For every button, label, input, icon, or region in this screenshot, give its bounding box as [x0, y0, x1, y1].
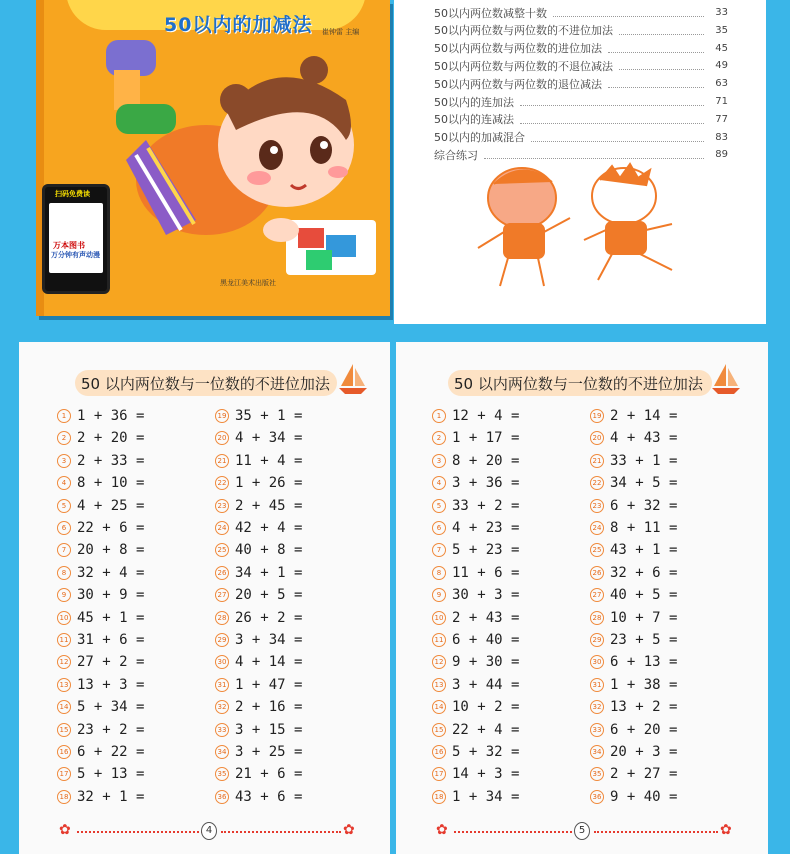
problem-item — [432, 630, 519, 650]
problem-number: 10 — [432, 611, 446, 625]
problem-item — [215, 697, 302, 717]
problem-item — [432, 697, 519, 717]
problem-item — [432, 473, 519, 493]
problem-equation: 3 + 34 = — [235, 632, 303, 648]
problem-item — [215, 630, 302, 650]
problem-item — [432, 764, 519, 784]
problem-item — [57, 675, 144, 695]
problem-item — [215, 675, 302, 695]
toc-item-title: 50以内的连减法 — [434, 113, 514, 127]
problem-equation: 3 + 44 = — [452, 676, 520, 693]
problem-number: 21 — [590, 454, 604, 468]
problem-number: 2 — [432, 431, 446, 445]
problem-number: 34 — [590, 745, 604, 759]
problem-equation: 9 + 30 = — [452, 654, 520, 671]
problem-number: 12 — [432, 655, 446, 669]
problem-equation: 1 + 17 = — [452, 430, 520, 447]
page-footer — [436, 822, 736, 842]
problem-equation: 8 + 20 = — [452, 452, 520, 469]
problem-equation: 32 + 4 = — [77, 564, 145, 581]
problem-number: 31 — [590, 678, 604, 692]
contents-page — [394, 0, 766, 324]
problem-equation: 8 + 10 = — [77, 475, 145, 492]
qr-line1: 万本图书 — [53, 241, 85, 250]
problem-item — [57, 518, 144, 538]
problem-number: 13 — [57, 678, 71, 692]
problem-equation: 33 + 2 = — [452, 497, 520, 514]
problem-item — [432, 742, 519, 762]
sailboat-icon — [337, 362, 369, 396]
toc-leader — [531, 133, 704, 142]
problem-equation: 21 + 6 = — [235, 766, 303, 783]
problem-number: 29 — [215, 633, 229, 647]
problem-number: 4 — [432, 476, 446, 490]
problem-number: 16 — [432, 745, 446, 759]
problem-item — [432, 496, 519, 516]
problem-item — [57, 720, 144, 740]
toc-item — [434, 111, 728, 128]
toc-leader — [520, 115, 704, 124]
girl-illustration — [76, 30, 376, 280]
problem-item — [215, 563, 302, 583]
problem-number: 33 — [590, 723, 604, 737]
problem-item — [590, 720, 677, 740]
problem-item — [215, 652, 302, 672]
problem-number: 31 — [215, 678, 229, 692]
problem-number: 6 — [57, 521, 71, 535]
toc-item-page: 77 — [715, 113, 728, 125]
problem-item — [215, 742, 302, 762]
problem-item — [57, 428, 144, 448]
problem-item — [57, 742, 144, 762]
problem-number: 32 — [215, 700, 229, 714]
problem-number: 1 — [57, 409, 71, 423]
problem-item — [432, 720, 519, 740]
problem-item — [215, 428, 302, 448]
toc-item-title: 综合练习 — [434, 148, 478, 162]
problem-item — [57, 540, 144, 560]
problem-item — [57, 630, 144, 650]
problem-item — [590, 652, 677, 672]
problem-number: 9 — [432, 588, 446, 602]
problem-number: 4 — [57, 476, 71, 490]
problem-item — [590, 518, 677, 538]
toc-item-page: 89 — [715, 149, 728, 161]
toc-item — [434, 129, 728, 146]
problem-equation: 33 + 1 = — [610, 452, 678, 469]
problem-equation: 40 + 8 = — [235, 542, 303, 559]
problem-equation: 22 + 6 = — [77, 520, 145, 536]
problem-equation: 34 + 1 = — [235, 564, 303, 581]
problem-number: 21 — [215, 454, 229, 468]
crab-icon: ✿ — [59, 822, 71, 838]
problem-equation: 22 + 4 = — [452, 721, 520, 738]
problem-item — [215, 787, 302, 807]
problem-number: 26 — [215, 566, 229, 580]
problem-number: 19 — [590, 409, 604, 423]
problem-equation: 4 + 43 = — [610, 430, 678, 447]
problem-equation: 35 + 1 = — [235, 408, 303, 424]
problem-equation: 13 + 2 = — [610, 699, 678, 716]
footer-dots-left — [454, 831, 572, 833]
problem-item — [215, 518, 302, 538]
problem-item — [57, 496, 144, 516]
problem-equation: 34 + 5 = — [610, 475, 678, 492]
problem-equation: 6 + 32 = — [610, 497, 678, 514]
problem-number: 35 — [590, 767, 604, 781]
problem-equation: 31 + 6 = — [77, 632, 145, 648]
toc-item-title: 50以内两位数与两位数的退位减法 — [434, 77, 602, 91]
problem-item — [590, 428, 677, 448]
problem-number: 17 — [432, 767, 446, 781]
problem-number: 3 — [57, 454, 71, 468]
problem-item — [57, 563, 144, 583]
problem-number: 33 — [215, 723, 229, 737]
toc-item-page: 63 — [715, 78, 728, 90]
crab-icon: ✿ — [436, 822, 448, 838]
problem-equation: 6 + 20 = — [610, 721, 678, 738]
toc-item-page: 71 — [715, 96, 728, 107]
problem-number: 18 — [57, 790, 71, 804]
problem-number: 23 — [590, 499, 604, 513]
problem-item — [590, 563, 677, 583]
problem-equation: 2 + 45 = — [235, 497, 303, 514]
problem-item — [432, 518, 519, 538]
problem-equation: 5 + 13 = — [77, 766, 145, 783]
toc-item — [434, 40, 728, 57]
problem-number: 27 — [590, 588, 604, 602]
problem-equation: 43 + 1 = — [610, 542, 678, 559]
problem-number: 14 — [432, 700, 446, 714]
problem-equation: 1 + 47 = — [235, 676, 303, 693]
problem-item — [215, 608, 302, 628]
problem-equation: 4 + 14 = — [235, 654, 303, 671]
problem-item — [590, 764, 677, 784]
page-number: 5 — [574, 822, 590, 840]
problem-number: 6 — [432, 521, 446, 535]
problem-number: 5 — [57, 499, 71, 513]
problem-number: 1 — [432, 409, 446, 423]
problem-equation: 10 + 7 = — [610, 609, 678, 626]
problem-item — [215, 496, 302, 516]
toc-leader — [520, 97, 704, 106]
problem-number: 23 — [215, 499, 229, 513]
problem-equation: 20 + 8 = — [77, 542, 145, 559]
problem-equation: 1 + 38 = — [610, 676, 678, 693]
toc-item-title: 50以内两位数与两位数的不进位加法 — [434, 24, 613, 38]
toc-item — [434, 57, 728, 74]
problem-equation: 2 + 16 = — [235, 699, 303, 716]
page-footer — [59, 822, 359, 842]
problem-number: 2 — [57, 431, 71, 445]
qr-line2: 万分钟有声动漫 — [51, 251, 100, 259]
page-number: 4 — [201, 822, 217, 840]
problem-item — [57, 585, 144, 605]
problem-equation: 6 + 22 = — [77, 744, 145, 760]
sailboat-icon — [710, 362, 742, 396]
problem-number: 8 — [57, 566, 71, 580]
problem-number: 15 — [432, 723, 446, 737]
problem-equation: 6 + 40 = — [452, 632, 520, 648]
problem-equation: 2 + 14 = — [610, 408, 678, 424]
problem-item — [590, 473, 677, 493]
problem-number: 28 — [590, 611, 604, 625]
problem-number: 11 — [432, 633, 446, 647]
problem-number: 13 — [432, 678, 446, 692]
problem-equation: 3 + 25 = — [235, 744, 303, 760]
problem-equation: 30 + 9 = — [77, 587, 145, 604]
problem-equation: 11 + 4 = — [235, 452, 303, 469]
worksheet-page-left — [19, 342, 390, 854]
problem-item — [590, 787, 677, 807]
problem-equation: 11 + 6 = — [452, 564, 520, 581]
toc-leader — [619, 61, 704, 70]
problem-item — [590, 697, 677, 717]
page-title: 50 以内两位数与一位数的不进位加法 — [454, 374, 703, 393]
qr-screen — [49, 203, 103, 273]
problem-item — [590, 451, 677, 471]
problem-equation: 45 + 1 = — [77, 609, 145, 626]
problem-number: 7 — [432, 543, 446, 557]
problem-item — [590, 540, 677, 560]
problem-number: 14 — [57, 700, 71, 714]
problem-item — [432, 585, 519, 605]
problem-number: 17 — [57, 767, 71, 781]
problem-equation: 32 + 6 = — [610, 564, 678, 581]
toc-item-page: 83 — [715, 131, 728, 143]
problem-item — [215, 473, 302, 493]
problem-equation: 4 + 25 = — [77, 497, 145, 514]
problem-equation: 32 + 1 = — [77, 788, 145, 805]
problem-item — [57, 697, 144, 717]
problem-equation: 2 + 33 = — [77, 452, 145, 469]
problem-item — [590, 585, 677, 605]
problem-equation: 5 + 23 = — [452, 542, 520, 559]
problem-number: 36 — [590, 790, 604, 804]
problem-number: 32 — [590, 700, 604, 714]
problem-number: 11 — [57, 633, 71, 647]
problem-item — [432, 428, 519, 448]
problem-equation: 20 + 3 = — [610, 744, 678, 760]
problem-number: 8 — [432, 566, 446, 580]
problem-number: 29 — [590, 633, 604, 647]
cover-subtitle: 50以内的加减法 — [164, 14, 313, 36]
toc-item-page: 49 — [715, 60, 728, 72]
problem-equation: 42 + 4 = — [235, 520, 303, 536]
qr-tag: 扫码免费读 — [55, 190, 90, 198]
problem-number: 12 — [57, 655, 71, 669]
problem-equation: 1 + 26 = — [235, 475, 303, 492]
problem-equation: 27 + 2 = — [77, 654, 145, 671]
toc-item-title: 50以内两位数减整十数 — [434, 6, 547, 20]
problem-equation: 14 + 3 = — [452, 766, 520, 783]
problem-item — [215, 720, 302, 740]
problem-item — [432, 406, 519, 426]
toc-item — [434, 146, 728, 163]
problem-item — [57, 473, 144, 493]
problem-equation: 4 + 34 = — [235, 430, 303, 447]
problem-number: 9 — [57, 588, 71, 602]
crab-icon: ✿ — [720, 822, 732, 838]
problem-equation: 1 + 34 = — [452, 788, 520, 805]
toc-item — [434, 4, 728, 21]
cover-author: 崔钟雷 主编 — [322, 28, 360, 36]
problem-equation: 6 + 13 = — [610, 654, 678, 671]
problem-number: 28 — [215, 611, 229, 625]
toc-leader — [619, 26, 704, 35]
footer-dots-right — [221, 831, 341, 833]
problem-equation: 2 + 27 = — [610, 766, 678, 783]
toc-leader — [484, 150, 704, 159]
toc-item-title: 50以内两位数与两位数的不退位减法 — [434, 59, 613, 73]
problem-equation: 3 + 36 = — [452, 475, 520, 492]
problem-equation: 10 + 2 = — [452, 699, 520, 716]
toc-leader — [608, 79, 704, 88]
problem-item — [590, 496, 677, 516]
problem-item — [432, 608, 519, 628]
page-title-banner — [75, 370, 337, 396]
toc-leader — [553, 8, 704, 17]
problem-equation: 12 + 4 = — [452, 408, 520, 424]
problem-item — [590, 630, 677, 650]
problem-item — [590, 742, 677, 762]
worksheet-page-right — [396, 342, 768, 854]
problem-item — [432, 652, 519, 672]
problem-number: 30 — [215, 655, 229, 669]
problem-equation: 2 + 43 = — [452, 609, 520, 626]
problem-equation: 20 + 5 = — [235, 587, 303, 604]
toc-item — [434, 93, 728, 110]
problem-equation: 2 + 20 = — [77, 430, 145, 447]
problem-equation: 3 + 15 = — [235, 721, 303, 738]
toc-item — [434, 75, 728, 92]
problem-number: 3 — [432, 454, 446, 468]
toc-item-page: 45 — [715, 42, 728, 54]
problem-equation: 4 + 23 = — [452, 520, 520, 536]
toc-item-title: 50以内两位数与两位数的进位加法 — [434, 42, 602, 56]
problem-item — [432, 540, 519, 560]
toc-leader — [608, 44, 704, 53]
problem-number: 22 — [590, 476, 604, 490]
problem-equation: 9 + 40 = — [610, 788, 678, 805]
problem-number: 34 — [215, 745, 229, 759]
footer-dots-left — [77, 831, 203, 833]
problem-equation: 5 + 34 = — [77, 699, 145, 716]
problem-equation: 43 + 6 = — [235, 788, 303, 805]
cover-publisher: 黑龙江美术出版社 — [220, 279, 276, 287]
problem-item — [215, 451, 302, 471]
problem-item — [590, 406, 677, 426]
problem-equation: 26 + 2 = — [235, 609, 303, 626]
problem-item — [57, 608, 144, 628]
problem-equation: 13 + 3 = — [77, 676, 145, 693]
problem-number: 27 — [215, 588, 229, 602]
problem-number: 16 — [57, 745, 71, 759]
footer-dots-right — [594, 831, 718, 833]
problem-number: 19 — [215, 409, 229, 423]
problem-item — [57, 406, 144, 426]
toc-item-page: 35 — [715, 24, 728, 36]
problem-item — [432, 675, 519, 695]
page-title-banner — [448, 370, 712, 396]
problem-item — [57, 652, 144, 672]
problem-item — [215, 406, 302, 426]
problem-number: 25 — [215, 543, 229, 557]
problem-number: 35 — [215, 767, 229, 781]
problem-number: 25 — [590, 543, 604, 557]
problem-number: 15 — [57, 723, 71, 737]
problem-item — [432, 787, 519, 807]
problem-number: 5 — [432, 499, 446, 513]
problem-equation: 1 + 36 = — [77, 408, 145, 424]
problem-number: 22 — [215, 476, 229, 490]
problem-number: 30 — [590, 655, 604, 669]
problem-item — [215, 540, 302, 560]
problem-number: 18 — [432, 790, 446, 804]
toc-item-title: 50以内的连加法 — [434, 95, 514, 109]
problem-number: 7 — [57, 543, 71, 557]
problem-item — [432, 451, 519, 471]
problem-equation: 30 + 3 = — [452, 587, 520, 604]
problem-equation: 8 + 11 = — [610, 520, 678, 536]
problem-item — [215, 764, 302, 784]
problem-item — [590, 675, 677, 695]
problem-number: 20 — [215, 431, 229, 445]
problem-number: 20 — [590, 431, 604, 445]
problem-equation: 40 + 5 = — [610, 587, 678, 604]
problem-number: 24 — [590, 521, 604, 535]
problem-equation: 23 + 2 = — [77, 721, 145, 738]
boys-illustration — [474, 162, 694, 292]
problem-item — [57, 451, 144, 471]
problem-number: 26 — [590, 566, 604, 580]
qr-promo-card — [42, 184, 110, 294]
problem-item — [57, 787, 144, 807]
problem-item — [590, 608, 677, 628]
toc-item — [434, 22, 728, 39]
problem-number: 24 — [215, 521, 229, 535]
problem-equation: 5 + 32 = — [452, 744, 520, 760]
problem-item — [432, 563, 519, 583]
crab-icon: ✿ — [343, 822, 355, 838]
problem-item — [215, 585, 302, 605]
problem-number: 10 — [57, 611, 71, 625]
toc-item-title: 50以内的加减混合 — [434, 131, 525, 145]
problem-number: 36 — [215, 790, 229, 804]
page-title: 50 以内两位数与一位数的不进位加法 — [81, 374, 330, 393]
problem-item — [57, 764, 144, 784]
problem-equation: 23 + 5 = — [610, 632, 678, 648]
book-cover — [36, 0, 390, 316]
toc-item-page: 33 — [715, 7, 728, 18]
